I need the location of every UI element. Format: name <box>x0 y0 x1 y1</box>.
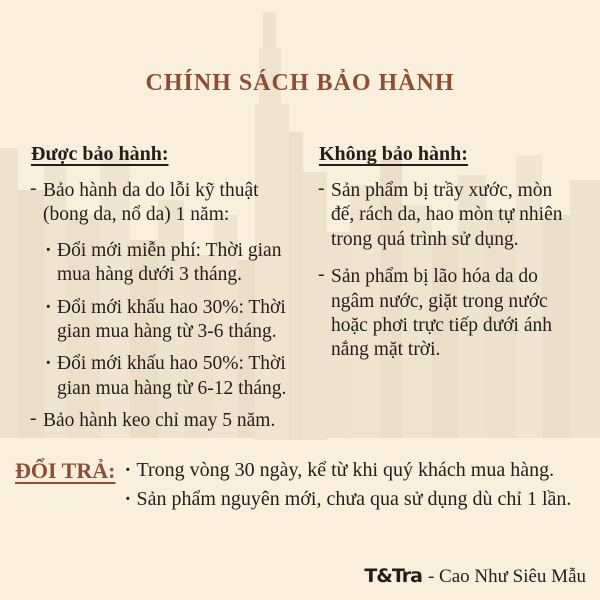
brand-tagline: - Cao Như Siêu Mẫu <box>427 566 586 587</box>
covered-option-50: Đổi mới khấu hao 50%: Thời gian mua hàng từ 6-12 tháng. <box>57 353 287 399</box>
dot-bullet: · <box>124 488 132 511</box>
brand-logo: T&Tra <box>364 565 422 587</box>
dash-bullet: - <box>318 178 325 199</box>
covered-header: Được bảo hành: <box>31 143 169 165</box>
covered-option-free: Đổi mới miễn phí: Thời gian mua hàng dưới 3 tháng. <box>57 239 282 286</box>
covered-item-leather: Bảo hành da do lỗi kỹ thuật (bong da, nổ da) 1 năm: <box>43 180 259 226</box>
list-item <box>124 456 571 485</box>
policy-columns <box>30 143 574 433</box>
returns-item-window: Trong vòng 30 ngày, kể từ khi quý khách mua hàng. <box>136 459 555 482</box>
returns-label: ĐỔI TRẢ: <box>15 458 116 484</box>
dash-bullet: - <box>30 178 37 199</box>
returns-list <box>124 456 571 514</box>
list-item <box>45 239 302 288</box>
not-covered-item-aging: Sản phẩm bị lão hóa da do ngâm nước, giặt trong nước hoặc phơi trực tiếp dưới ánh nắng mặt trời. <box>331 266 552 361</box>
page-title: CHÍNH SÁCH BẢO HÀNH <box>145 70 455 96</box>
returns-item-condition: Sản phẩm nguyên mới, chưa qua sử dụng dù chỉ 1 lần. <box>136 488 572 511</box>
dash-bullet: - <box>30 408 37 429</box>
list-item <box>45 296 302 345</box>
not-covered-header: Không bảo hành: <box>319 143 468 165</box>
list-item <box>45 352 302 401</box>
brand-footer <box>364 565 586 588</box>
covered-column <box>30 143 302 433</box>
list-item <box>30 179 302 228</box>
dot-bullet: · <box>45 353 52 375</box>
returns-section <box>15 456 582 514</box>
dot-bullet: · <box>45 296 52 318</box>
dash-bullet: - <box>318 264 325 286</box>
list-item <box>30 409 302 433</box>
covered-option-30: Đổi mới khấu hao 30%: Thời gian mua hàng từ 3-6 tháng. <box>57 296 286 342</box>
list-item <box>124 485 571 514</box>
list-item <box>318 179 574 252</box>
dot-bullet: · <box>45 239 52 261</box>
not-covered-item-wear: Sản phẩm bị trầy xước, mòn đế, rách da, hao mòn tự nhiên trong quá trình sử dụng. <box>331 180 563 250</box>
list-item <box>318 265 574 363</box>
not-covered-column <box>318 143 574 433</box>
dot-bullet: · <box>124 459 132 482</box>
covered-item-glue: Bảo hành keo chỉ may 5 năm. <box>43 410 276 431</box>
